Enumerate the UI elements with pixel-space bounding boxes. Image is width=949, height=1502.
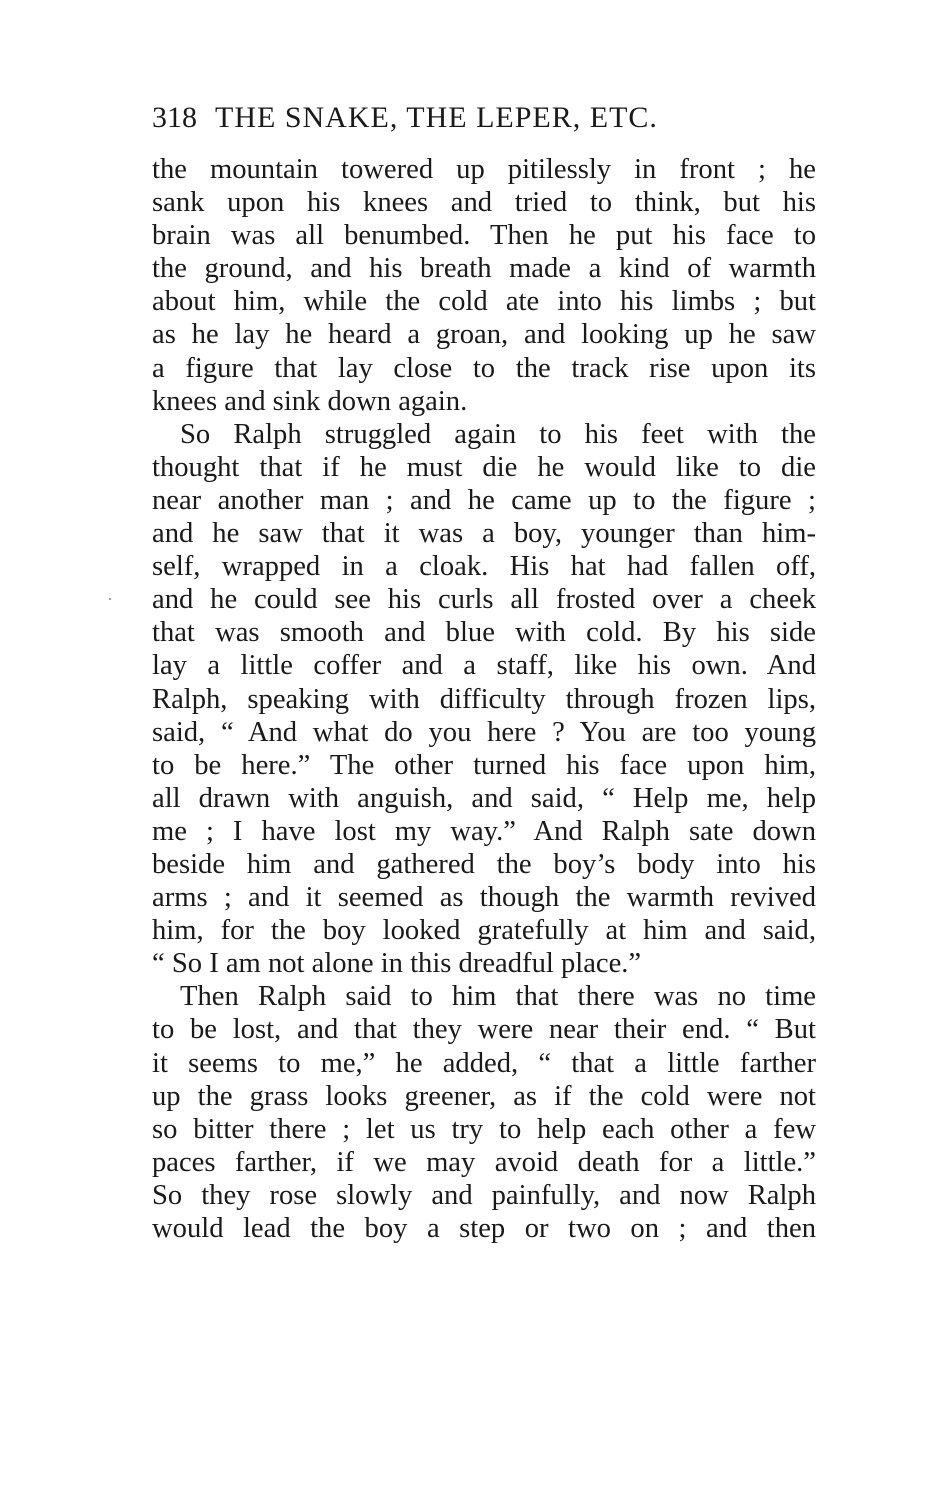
text-line: said, “ And what do you here ? You are too young bbox=[152, 716, 816, 748]
text-line: and he saw that it was a boy, younger than him- bbox=[152, 518, 816, 550]
paragraph-first-line: So Ralph struggled again to his feet with the bbox=[180, 418, 816, 450]
text-line: would lead the boy a step or two on ; and then bbox=[152, 1213, 816, 1244]
running-head bbox=[152, 100, 832, 136]
page-number: 318 bbox=[152, 101, 197, 134]
body-text bbox=[152, 153, 816, 1245]
stray-ink-mark bbox=[109, 598, 111, 600]
text-line: me ; I have lost my way.” And Ralph sate down bbox=[152, 815, 816, 847]
text-line: up the grass looks greener, as if the cold were not bbox=[152, 1080, 816, 1112]
text-line: as he lay he heard a groan, and looking up he saw bbox=[152, 319, 816, 351]
text-line: lay a little coffer and a staff, like his own. And bbox=[152, 650, 816, 682]
text-line: to be here.” The other turned his face upon him, bbox=[152, 749, 816, 781]
text-line: about him, while the cold ate into his limbs ; but bbox=[152, 286, 816, 318]
text-line: thought that if he must die he would like to die bbox=[152, 451, 816, 483]
text-line: paces farther, if we may avoid death for a little.” bbox=[152, 1146, 816, 1178]
text-line: arms ; and it seemed as though the warmth revived bbox=[152, 882, 816, 914]
text-line: so bitter there ; let us try to help each other a few bbox=[152, 1113, 816, 1145]
text-line: brain was all benumbed. Then he put his face to bbox=[152, 220, 816, 252]
text-line: “ So I am not alone in this dreadful place.” bbox=[152, 948, 642, 980]
text-line: beside him and gathered the boy’s body into his bbox=[152, 848, 816, 880]
text-line: the ground, and his breath made a kind of warmth bbox=[152, 253, 816, 285]
text-line: and he could see his curls all frosted over a cheek bbox=[152, 584, 816, 616]
text-line: it seems to me,” he added, “ that a little farther bbox=[152, 1047, 816, 1079]
text-line: Ralph, speaking with difficulty through frozen lips, bbox=[152, 683, 816, 715]
text-line: sank upon his knees and tried to think, but his bbox=[152, 187, 816, 219]
text-line: that was smooth and blue with cold. By his side bbox=[152, 617, 816, 649]
text-line: So they rose slowly and painfully, and now Ralph bbox=[152, 1179, 816, 1211]
running-title: THE SNAKE, THE LEPER, ETC. bbox=[215, 101, 658, 134]
paragraph-first-line: Then Ralph said to him that there was no time bbox=[180, 981, 816, 1013]
text-line: all drawn with anguish, and said, “ Help me, help bbox=[152, 782, 816, 814]
text-line: knees and sink down again. bbox=[152, 385, 468, 417]
text-line: self, wrapped in a cloak. His hat had fallen off, bbox=[152, 551, 816, 583]
text-line: the mountain towered up pitilessly in front ; he bbox=[152, 154, 816, 185]
text-line: him, for the boy looked gratefully at him and said, bbox=[152, 915, 816, 947]
text-line: near another man ; and he came up to the figure ; bbox=[152, 484, 816, 516]
text-line: a figure that lay close to the track rise upon its bbox=[152, 352, 816, 384]
text-line: to be lost, and that they were near their end. “ But bbox=[152, 1014, 816, 1046]
